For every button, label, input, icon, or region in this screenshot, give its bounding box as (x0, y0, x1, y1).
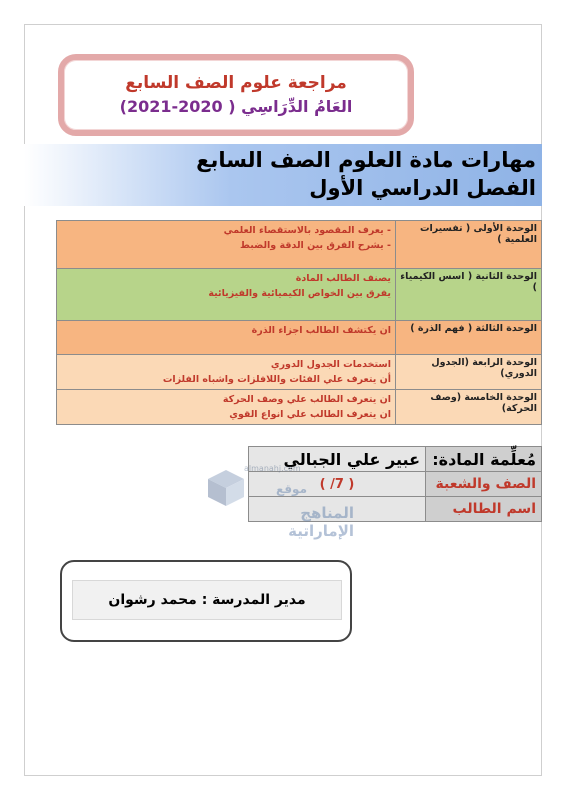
class-value: ( 7/ ) (249, 472, 426, 497)
principal-name: مدير المدرسة : محمد رشوان (72, 580, 342, 620)
cube-logo-icon (206, 468, 246, 508)
table-row (57, 269, 542, 321)
principal-box (60, 560, 352, 642)
skills-header (24, 144, 542, 206)
table-row (57, 390, 542, 425)
skill-item: استخدمات الجدول الدوري (270, 359, 391, 370)
skills-title: مهارات مادة العلوم الصف السابع (196, 148, 536, 172)
unit-name: الوحدة الثانية ( اسس الكيمياء ) (396, 269, 542, 321)
table-row (57, 355, 542, 390)
skill-item: - يشرح الفرق بين الدقة والضبط (240, 240, 391, 251)
unit-name: الوحدة الثالثة ( فهم الذرة ) (396, 321, 542, 355)
unit-skills (57, 269, 396, 321)
unit-skills (57, 355, 396, 390)
student-name-label: اسم الطالب (426, 497, 542, 522)
unit-name: الوحدة الرابعة (الجدول الدوري) (396, 355, 542, 390)
table-row (57, 221, 542, 269)
unit-skills (57, 221, 396, 269)
skill-item: يفرق بين الخواص الكيميائية والفيزيائية (208, 288, 391, 299)
semester-title: الفصل الدراسي الأول (309, 176, 536, 200)
watermark-line2: المناهج الإماراتية (288, 504, 354, 540)
unit-name: الوحدة الأولى ( تفسيرات العلمية ) (396, 221, 542, 269)
units-table (56, 220, 542, 425)
unit-skills (57, 390, 396, 425)
teacher-value: عبير علي الجبالي (249, 447, 426, 472)
watermark-line1: موقع (276, 482, 308, 496)
table-row (57, 321, 542, 355)
academic-year: العَامُ الدِّرَاسِي ( 2020-2021) (119, 97, 353, 116)
watermark (204, 462, 354, 540)
class-label: الصف والشعبة (426, 472, 542, 497)
skill-item: يصنف الطالب المادة (295, 273, 391, 284)
unit-name: الوحدة الخامسة (وصف الحركة) (396, 390, 542, 425)
skill-item: ان يتعرف الطالب علي انواع القوي (229, 409, 391, 420)
watermark-site: almanahj.com (244, 464, 301, 473)
review-title: مراجعة علوم الصف السابع (125, 73, 347, 93)
skill-item: ان يتعرف الطالب علي وصف الحركة (222, 394, 391, 405)
skill-item: أن يتعرف علي الفئات واللافلزات واشباه الفلزات (162, 374, 391, 385)
skill-item: - يعرف المقصود بالاستقصاء العلمي (223, 225, 391, 236)
title-box (58, 54, 414, 136)
unit-skills (57, 321, 396, 355)
teacher-label: مُعلِّمة المادة: (426, 447, 542, 472)
skill-item: ان يكتشف الطالب اجزاء الذرة (251, 325, 391, 336)
